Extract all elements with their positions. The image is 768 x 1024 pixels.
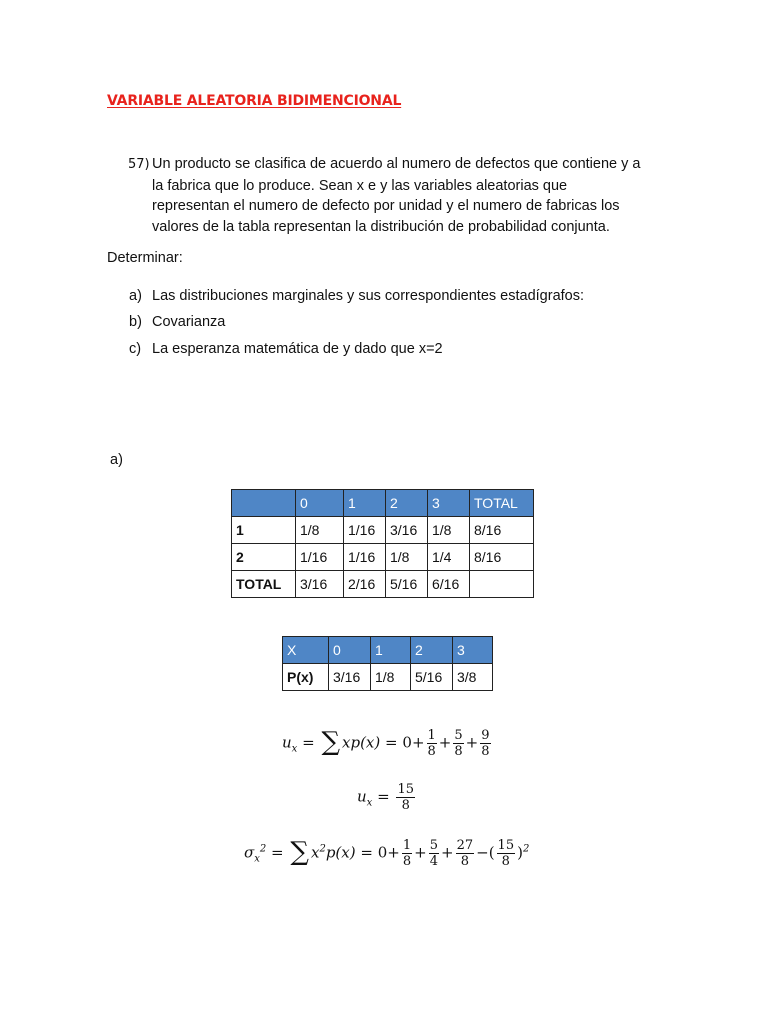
header-cell (232, 490, 296, 517)
table-cell: 2/16 (344, 571, 386, 598)
marginal-table-header (283, 637, 493, 664)
row-label: P(x) (283, 664, 329, 691)
table-cell: 1/8 (386, 544, 428, 571)
joint-table-header (232, 490, 534, 517)
header-cell: 1 (371, 637, 411, 664)
summation-symbol: ∑ (321, 726, 341, 757)
fraction: $\frac{27}{8}$ (456, 838, 474, 869)
table-cell: 3/8 (453, 664, 493, 691)
fraction: $\frac{15}{8}$ (497, 838, 515, 869)
table-cell: 1/16 (296, 544, 344, 571)
header-cell: TOTAL (470, 490, 534, 517)
list-item-a (129, 288, 584, 304)
list-text: La esperanza matemática de y dado que x=2 (152, 341, 443, 357)
list-item-c (129, 341, 443, 357)
table-cell: 1/8 (428, 517, 470, 544)
table-cell: 3/16 (296, 571, 344, 598)
fraction: $\frac{5}{8}$ (454, 728, 463, 759)
list-item-b (129, 314, 225, 330)
marginal-distribution-table (282, 636, 493, 691)
header-cell: 2 (386, 490, 428, 517)
fraction: $\frac{9}{8}$ (481, 728, 490, 759)
table-cell: 1/8 (296, 517, 344, 544)
header-cell: X (283, 637, 329, 664)
header-cell: 0 (329, 637, 371, 664)
problem-line-4: valores de la tabla representan la distribución de probabilidad conjunta. (152, 218, 610, 235)
fraction: $\frac{5}{4}$ (429, 838, 438, 869)
document-title: VARIABLE ALEATORIA BIDIMENCIONAL (107, 93, 402, 109)
fraction: $\frac{1}{8}$ (402, 838, 412, 869)
table-cell: 1/8 (371, 664, 411, 691)
list-text: Las distribuciones marginales y sus correspondientes estadígrafos: (152, 288, 585, 304)
table-cell: 8/16 (470, 544, 534, 571)
list-letter: b) (129, 314, 142, 330)
table-cell: 1/4 (428, 544, 470, 571)
table-cell: 6/16 (428, 571, 470, 598)
determinar-label: Determinar: (107, 250, 183, 266)
table-cell: 5/16 (386, 571, 428, 598)
header-cell: 2 (411, 637, 453, 664)
table-cell: 1/16 (344, 517, 386, 544)
joint-distribution-table (231, 489, 534, 598)
summation-symbol: ∑ (290, 836, 309, 867)
list-letter: a) (129, 288, 142, 304)
table-cell (470, 571, 534, 598)
fraction: $\frac{15}{8}$ (397, 782, 414, 813)
problem-statement (128, 154, 688, 237)
list-text: Covarianza (152, 314, 226, 330)
problem-line-1: 57) Un producto se clasifica de acuerdo al numero de defectos que contiene y a (128, 154, 688, 176)
equation-variance: $\sigma_x^2$ = ∑ $x^2p(x) = 0+$ $\frac{1}{8}$ + $\frac{5}{4}$ + $\frac{27}{8}$ −( $\frac{15}{8}$ )$^2$ (244, 836, 530, 869)
equation-mean-sum: $u_x$ = ∑ xp(x) = 0+ $\frac{1}{8}$ + $\frac{5}{8}$ + $\frac{9}{8}$ (282, 726, 490, 759)
table-cell: 8/16 (470, 517, 534, 544)
table-row (283, 664, 493, 691)
section-a-label: a) (110, 452, 123, 468)
equation-mean-result: $u_x$ = $\frac{15}{8}$ (357, 782, 414, 813)
table-cell: 5/16 (411, 664, 453, 691)
header-cell: 0 (296, 490, 344, 517)
header-cell: 3 (428, 490, 470, 517)
table-row (232, 571, 534, 598)
row-label: TOTAL (232, 571, 296, 598)
row-label: 2 (232, 544, 296, 571)
list-letter: c) (129, 341, 142, 357)
header-cell: 1 (344, 490, 386, 517)
row-label: 1 (232, 517, 296, 544)
fraction: $\frac{1}{8}$ (427, 728, 436, 759)
header-cell: 3 (453, 637, 493, 664)
table-cell: 3/16 (386, 517, 428, 544)
table-cell: 1/16 (344, 544, 386, 571)
table-row (232, 517, 534, 544)
problem-number: 57) (128, 157, 150, 172)
table-cell: 3/16 (329, 664, 371, 691)
problem-line-3: representan el numero de defecto por unidad y el numero de fabricas los (152, 198, 620, 214)
table-row (232, 544, 534, 571)
problem-line-2: la fabrica que lo produce. Sean x e y las variables aleatorias que (152, 177, 568, 194)
